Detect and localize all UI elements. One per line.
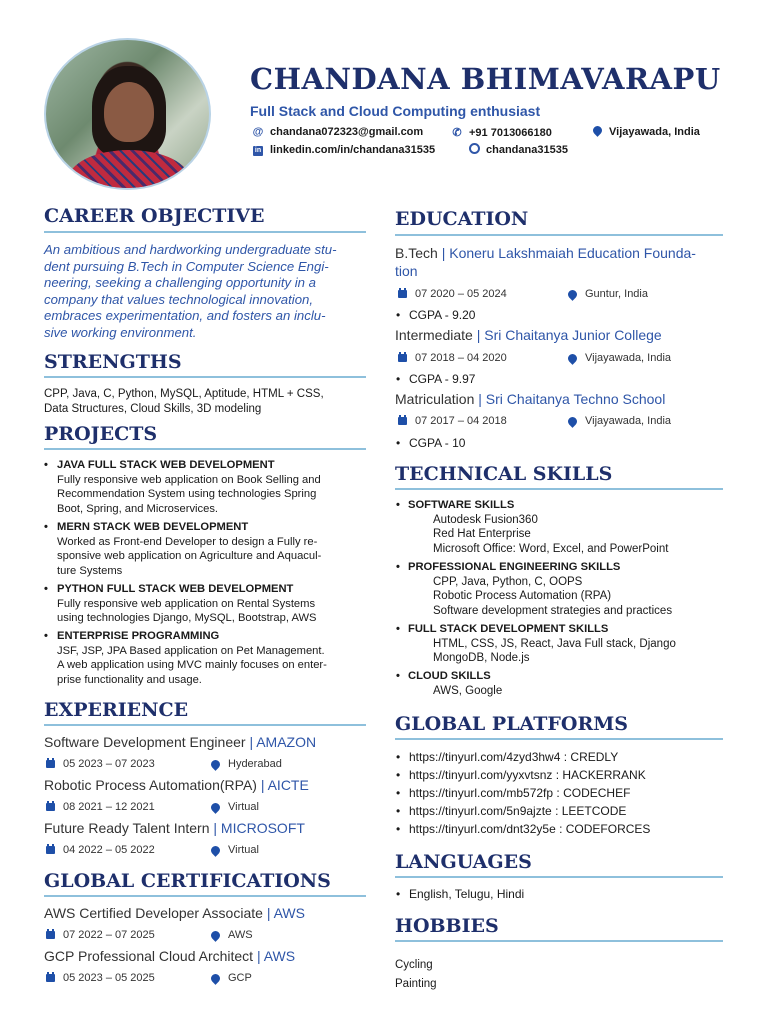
education-meta: 07 2018 – 04 2020 Vijayawada, India: [398, 352, 671, 364]
experience-entry-title: Future Ready Talent Intern | MICROSOFT: [44, 820, 305, 836]
location-pin-icon: [209, 929, 222, 942]
section-divider: [44, 231, 366, 233]
section-divider: [44, 448, 366, 450]
calendar-icon: [398, 290, 407, 298]
location-pin-icon: [209, 758, 222, 771]
email-contact[interactable]: [252, 126, 423, 138]
experience-entry-title: Robotic Process Automation(RPA) | AICTE: [44, 777, 309, 793]
github-text: chandana31535: [486, 144, 568, 156]
skill-item: Robotic Process Automation (RPA): [433, 590, 612, 602]
location-pin-icon: [566, 352, 579, 365]
location-text: Vijayawada, India: [609, 126, 700, 138]
languages-heading: LANGUAGES: [395, 851, 532, 873]
certification-entry-title: AWS Certified Developer Associate | AWS: [44, 905, 305, 921]
strengths-heading: STRENGTHS: [44, 351, 182, 373]
experience-heading: EXPERIENCE: [44, 699, 189, 721]
email-text: chandana072323@gmail.com: [270, 126, 424, 138]
skill-item: Red Hat Enterprise: [433, 528, 531, 540]
phone-text: +91 7013066180: [469, 126, 552, 139]
project-title: • JAVA FULL STACK WEB DEVELOPMENT: [44, 458, 366, 473]
phone-contact[interactable]: [451, 126, 552, 139]
platform-link[interactable]: • https://tinyurl.com/5n9ajzte : LEETCODE: [396, 804, 626, 818]
education-entry-title-cont: tion: [395, 263, 418, 279]
linkedin-icon: in: [254, 147, 262, 154]
section-divider: [395, 488, 723, 490]
section-divider: [395, 738, 723, 740]
section-divider: [44, 376, 366, 378]
experience-entry-title: Software Development Engineer | AMAZON: [44, 734, 317, 750]
section-divider: [395, 234, 723, 236]
skill-item: Software development strategies and practices: [433, 605, 673, 617]
project-title: • ENTERPRISE PROGRAMMING: [44, 629, 366, 644]
education-entry-title: Intermediate | Sri Chaitanya Junior College: [395, 327, 662, 343]
location-pin-icon: [209, 801, 222, 814]
github-contact[interactable]: [468, 143, 568, 157]
candidate-name: CHANDANA BHIMAVARAPU: [250, 62, 721, 96]
skill-item: MongoDB, Node.js: [433, 652, 530, 664]
skill-item: Microsoft Office: Word, Excel, and PowerPoint: [433, 543, 669, 555]
project-title: • MERN STACK WEB DEVELOPMENT: [44, 520, 366, 535]
github-icon: [468, 143, 480, 157]
project-item: • PYTHON FULL STACK WEB DEVELOPMENT Fully responsive web application on Rental Systems using technologies Django, MySQL, Bootstrap, AWS: [44, 582, 366, 626]
location-pin-icon: [566, 415, 579, 428]
location-pin-icon: [591, 126, 603, 138]
hobbies-heading: HOBBIES: [395, 915, 499, 937]
skill-item: Autodesk Fusion360: [433, 514, 538, 526]
platform-link[interactable]: • https://tinyurl.com/yyxvtsnz : HACKERRANK: [396, 768, 646, 782]
projects-heading: PROJECTS: [44, 423, 158, 445]
experience-meta: 04 2022 – 05 2022 Virtual: [46, 844, 259, 856]
phone-icon: ✆: [452, 127, 462, 139]
project-item: • MERN STACK WEB DEVELOPMENT Worked as Front-end Developer to design a Fully re- sponsive web application on Agriculture and Aquacul- ture Systems: [44, 520, 366, 578]
certifications-heading: GLOBAL CERTIFICATIONS: [44, 870, 331, 892]
calendar-icon: [46, 974, 55, 982]
project-title: • PYTHON FULL STACK WEB DEVELOPMENT: [44, 582, 366, 597]
education-score: • CGPA - 10: [396, 436, 465, 450]
location-pin-icon: [209, 844, 222, 857]
location-pin-icon: [566, 288, 579, 301]
education-score: • CGPA - 9.97: [396, 372, 475, 386]
global-platforms-heading: GLOBAL PLATFORMS: [395, 713, 628, 735]
certification-meta: 05 2023 – 05 2025 GCP: [46, 972, 252, 984]
language-item: • English, Telugu, Hindi: [396, 887, 524, 901]
calendar-icon: [398, 417, 407, 425]
section-divider: [395, 876, 723, 878]
location-pin-icon: [209, 972, 222, 985]
strengths-text: CPP, Java, C, Python, MySQL, Aptitude, HTML + CSS, Data Structures, Cloud Skills, 3D modeling: [44, 388, 324, 415]
calendar-icon: [46, 846, 55, 854]
technical-skills-heading: TECHNICAL SKILLS: [395, 463, 613, 485]
calendar-icon: [46, 803, 55, 811]
calendar-icon: [46, 760, 55, 768]
skill-item: HTML, CSS, JS, React, Java Full stack, Django: [433, 638, 676, 650]
calendar-icon: [398, 354, 407, 362]
skill-group-title: • FULL STACK DEVELOPMENT SKILLS: [396, 623, 608, 635]
certification-meta: 07 2022 – 07 2025 AWS: [46, 929, 253, 941]
education-entry-title: Matriculation | Sri Chaitanya Techno School: [395, 391, 666, 407]
experience-meta: 05 2023 – 07 2023 Hyderabad: [46, 758, 282, 770]
skill-item: AWS, Google: [433, 685, 503, 697]
hobby-item: Painting: [395, 978, 437, 990]
education-meta: 07 2020 – 05 2024 Guntur, India: [398, 288, 648, 300]
education-entry-title: B.Tech | Koneru Lakshmaiah Education Founda-: [395, 245, 696, 261]
education-heading: EDUCATION: [395, 208, 529, 230]
section-divider: [395, 940, 723, 942]
linkedin-contact[interactable]: [252, 143, 435, 156]
skill-group-title: • PROFESSIONAL ENGINEERING SKILLS: [396, 561, 620, 573]
education-meta: 07 2017 – 04 2018 Vijayawada, India: [398, 415, 671, 427]
career-objective-heading: CAREER OBJECTIVE: [44, 205, 265, 227]
career-objective-text: An ambitious and hardworking undergraduate stu- dent pursuing B.Tech in Computer Science Engi- neering, seeking a challenging opportunity in a company that values technological innovation, embraces experimentation, and fosters an inclu- sive working environment.: [44, 242, 337, 340]
experience-meta: 08 2021 – 12 2021 Virtual: [46, 801, 259, 813]
tagline: Full Stack and Cloud Computing enthusiast: [250, 103, 541, 119]
education-score: • CGPA - 9.20: [396, 308, 475, 322]
skill-group-title: • CLOUD SKILLS: [396, 670, 491, 682]
section-divider: [44, 895, 366, 897]
project-item: • ENTERPRISE PROGRAMMING JSF, JSP, JPA Based application on Pet Management. A web application using MVC mainly focuses on enter- prise functionality and usage.: [44, 629, 366, 687]
platform-link[interactable]: • https://tinyurl.com/mb572fp : CODECHEF: [396, 786, 630, 800]
at-icon: @: [252, 126, 264, 138]
profile-photo: [44, 38, 211, 190]
hobby-item: Cycling: [395, 959, 433, 971]
section-divider: [44, 724, 366, 726]
platform-link[interactable]: • https://tinyurl.com/4zyd3hw4 : CREDLY: [396, 750, 618, 764]
location-contact: [591, 126, 700, 138]
project-item: • JAVA FULL STACK WEB DEVELOPMENT Fully responsive web application on Book Selling and Recommendation System using technologies Spring Boot, Spring, and Microservices.: [44, 458, 366, 516]
linkedin-text: linkedin.com/in/chandana31535: [270, 143, 436, 156]
calendar-icon: [46, 931, 55, 939]
skill-item: CPP, Java, Python, C, OOPS: [433, 576, 583, 588]
skill-group-title: • SOFTWARE SKILLS: [396, 499, 514, 511]
certification-entry-title: GCP Professional Cloud Architect | AWS: [44, 948, 296, 964]
platform-link[interactable]: • https://tinyurl.com/dnt32y5e : CODEFORCES: [396, 822, 650, 836]
